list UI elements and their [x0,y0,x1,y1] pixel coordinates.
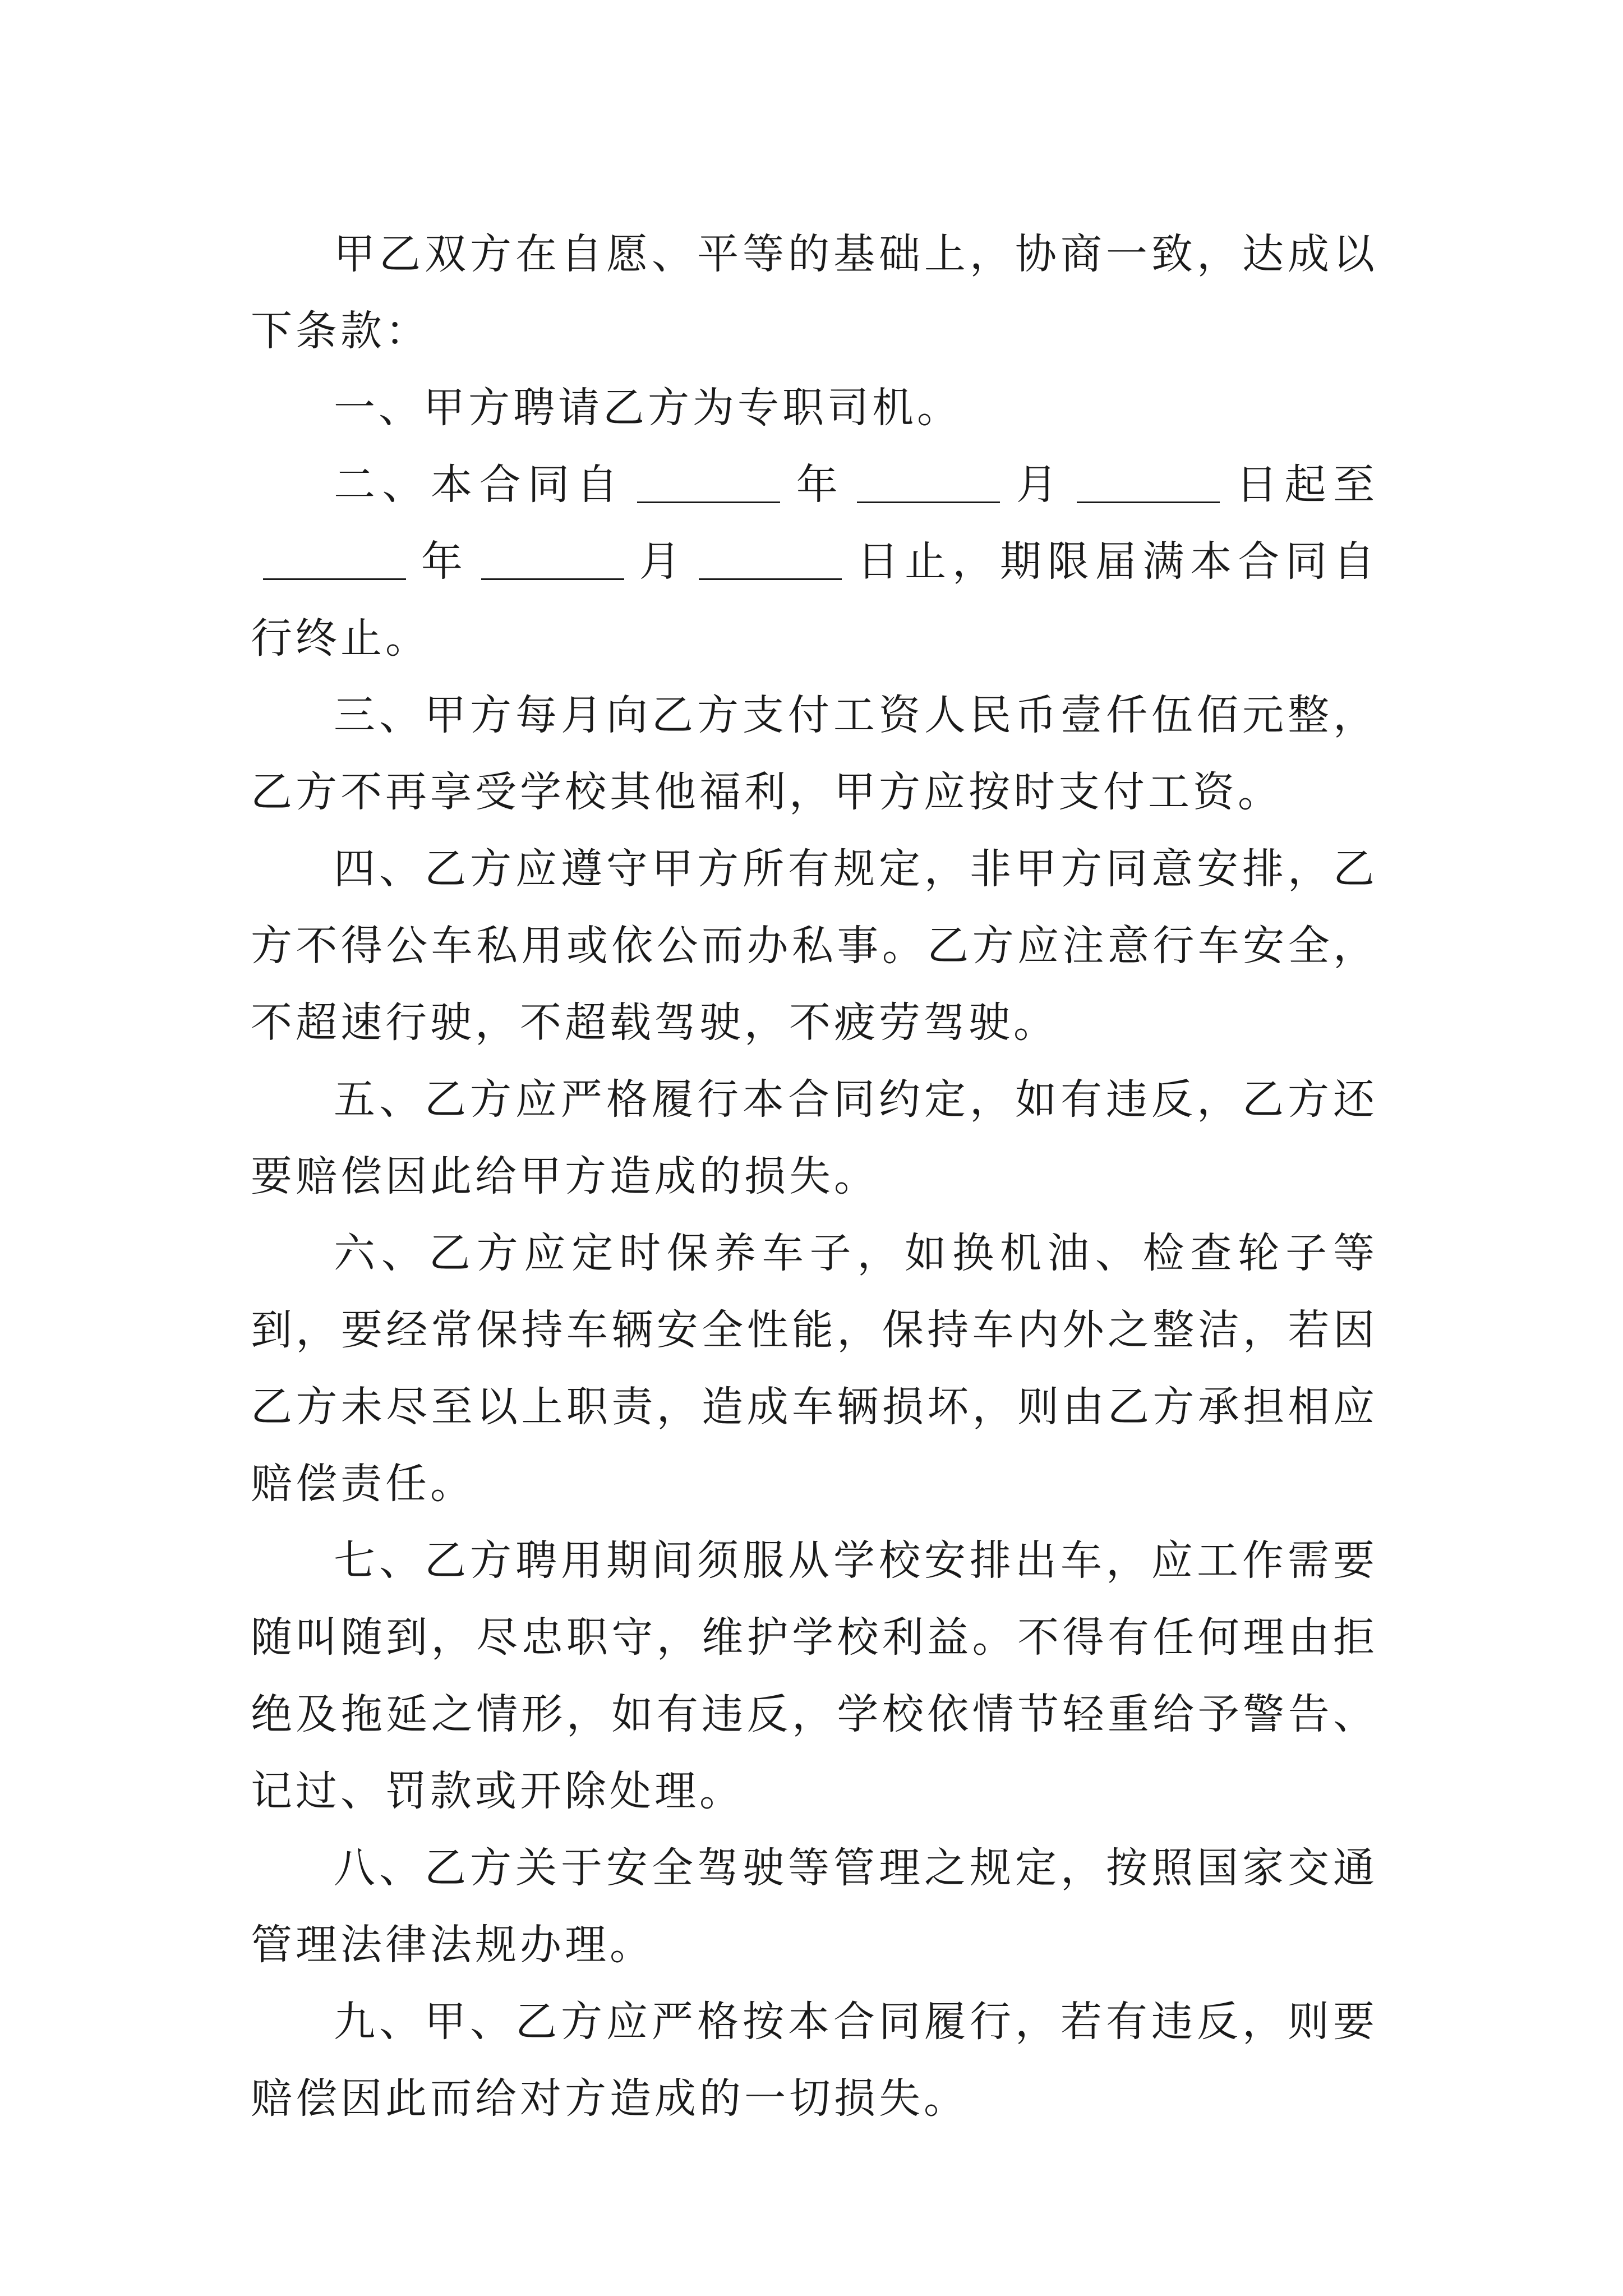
blank-start-day[interactable] [1077,460,1220,503]
clause-2-day-label: 日起至 [1232,461,1378,509]
clause-5: 五、乙方应严格履行本合同约定，如有违反，乙方还要赔偿因此给甲方造成的损失。 [251,1075,1378,1200]
clause-3: 三、甲方每月向乙方支付工资人民币壹仟伍佰元整，乙方不再享受学校其他福利，甲方应按时支付工资。 [251,691,1378,816]
clause-2 [251,447,1378,677]
intro-paragraph: 甲乙双方在自愿、平等的基础上，协商一致，达成以下条款： [251,230,1378,355]
blank-start-year[interactable] [637,460,780,503]
clause-2-prefix: 二、本合同自 [334,461,625,509]
contract-body [251,216,1378,2137]
blank-start-month[interactable] [857,460,1000,503]
clause-7: 七、乙方聘用期间须服从学校安排出车，应工作需要随叫随到，尽忠职守，维护学校利益。不得有任何理由拒绝及拖延之情形，如有违反，学校依情节轻重给予警告、记过、罚款或开除处理。 [251,1536,1378,1815]
clause-2-month-label: 月 [1012,461,1065,509]
clause-8: 八、乙方关于安全驾驶等管理之规定，按照国家交通管理法律法规办理。 [251,1844,1378,1969]
clause-2-end-year-label: 年 [418,537,469,586]
clause-4: 四、乙方应遵守甲方所有规定，非甲方同意安排，乙方不得公车私用或依公而办私事。乙方应注意行车安全，不超速行驶，不超载驾驶，不疲劳驾驶。 [251,845,1378,1047]
clause-6: 六、乙方应定时保养车子，如换机油、检查轮子等到，要经常保持车辆安全性能，保持车内外之整洁，若因乙方未尽至以上职责，造成车辆损坏，则由乙方承担相应赔偿责任。 [251,1229,1378,1508]
clause-2-year-label: 年 [792,461,845,509]
clause-1: 一、甲方聘请乙方为专职司机。 [334,384,962,432]
clause-2-tail: 日止，期限届满本合同自行终止。 [251,537,1378,662]
clause-9: 九、甲、乙方应严格按本合同履行，若有违反，则要赔偿因此而给对方造成的一切损失。 [251,1998,1378,2123]
blank-end-day[interactable] [699,537,842,580]
blank-end-year[interactable] [263,537,406,580]
blank-end-month[interactable] [481,537,624,580]
clause-2-end-month-label: 月 [636,537,687,586]
